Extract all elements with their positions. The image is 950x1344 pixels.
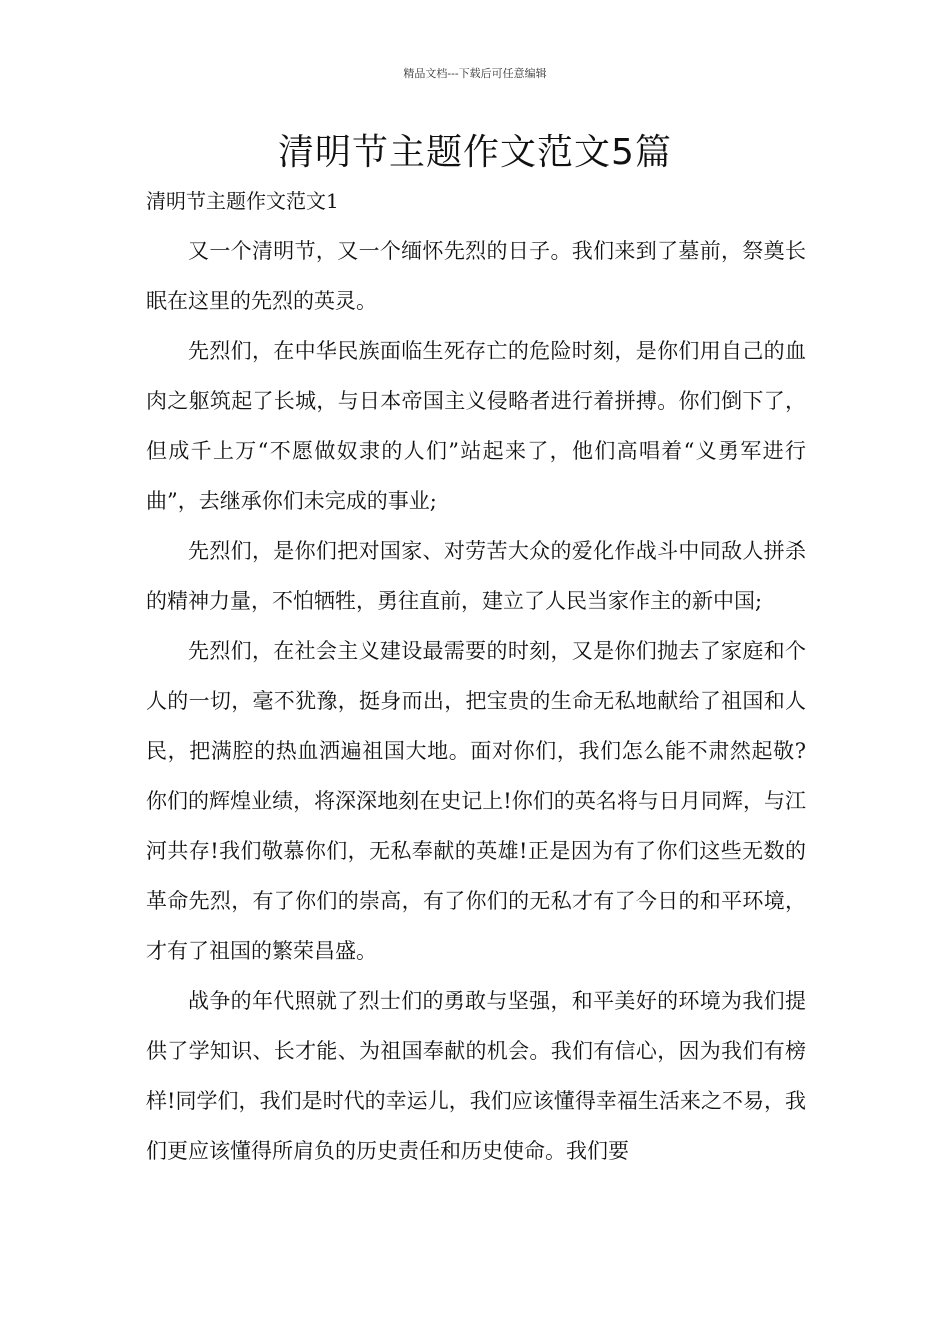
header-note: 精品文档---下载后可任意编辑 [403,67,547,80]
section-heading: 清明节主题作文范文1 [146,189,339,213]
paragraph-5: 战争的年代照就了烈士们的勇敢与坚强，和平美好的环境为我们提供了学知识、长才能、为祖国奉献的机会。我们有信心，因为我们有榜样!同学们，我们是时代的幸运儿，我们应该懂得幸福生活来之不易，我们更应该懂得所肩负的历史责任和历史使命。我们要 [146,989,806,1163]
paragraph-4: 先烈们，在社会主义建设最需要的时刻，又是你们抛去了家庭和个人的一切，毫不犹豫，挺身而出，把宝贵的生命无私地献给了祖国和人民，把满腔的热血洒遍祖国大地。面对你们，我们怎么能不肃然起敬?你们的辉煌业绩，将深深地刻在史记上!你们的英名将与日月同辉，与江河共存!我们敬慕你们，无私奉献的英雄!正是因为有了你们这些无数的革命先烈，有了你们的崇高，有了你们的无私才有了今日的和平环境，才有了祖国的繁荣昌盛。 [146,639,806,963]
paragraph-3: 先烈们，是你们把对国家、对劳苦大众的爱化作战斗中同敌人拼杀的精神力量，不怕牺牲，勇往直前，建立了人民当家作主的新中国; [146,539,806,613]
paragraph-2: 先烈们，在中华民族面临生死存亡的危险时刻，是你们用自己的血肉之躯筑起了长城，与日本帝国主义侵略者进行着拼搏。你们倒下了，但成千上万“不愿做奴隶的人们”站起来了，他们高唱着“义勇军进行曲”，去继承你们未完成的事业; [146,339,806,513]
document-body [146,226,806,1176]
paragraph-1: 又一个清明节，又一个缅怀先烈的日子。我们来到了墓前，祭奠长眠在这里的先烈的英灵。 [146,239,806,313]
document-title: 清明节主题作文范文5篇 [278,132,672,173]
